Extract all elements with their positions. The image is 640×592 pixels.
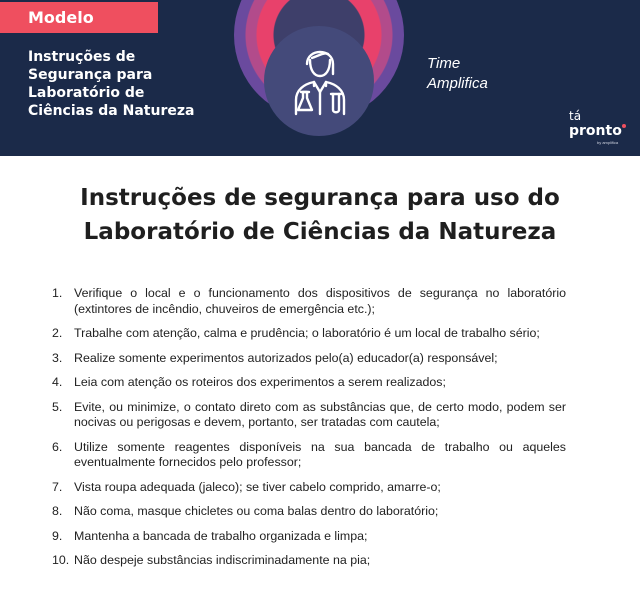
banner-title [28,48,228,120]
banner-title-line: Segurança para [28,67,153,83]
list-item-text: Trabalhe com atenção, calma e prudência; o laboratório é um local de trabalho sério; [74,326,540,340]
model-badge: Modelo [0,2,158,33]
team-label [427,54,488,94]
list-item-number: 1. [52,286,63,300]
team-label-line: Time [427,55,461,72]
list-item-number: 4. [52,375,63,389]
banner-title-line: Instruções de [28,49,136,65]
list-item-number: 6. [52,439,63,454]
list-item-number: 2. [52,326,63,340]
list-item-number: 8. [52,504,63,518]
list-item-number: 5. [52,399,63,414]
list-item [52,400,566,431]
safety-instructions-list [52,286,566,569]
scientist-icon [290,40,350,116]
list-item-text: Mantenha a bancada de trabalho organizada e limpa; [74,528,368,543]
list-item-text: Não despeje substâncias indiscriminadamente na pia; [74,553,371,567]
team-label-line: Amplifica [427,75,488,92]
list-item [52,504,566,520]
list-item [52,480,566,496]
list-item-number: 3. [52,350,63,365]
page-title-line: Laboratório de Ciências da Natureza [83,219,557,245]
list-item [52,375,566,391]
logo-sub-text: by amplifica [597,140,619,145]
list-item-number: 10. [52,553,70,567]
list-item [52,529,566,545]
list-item [52,286,566,317]
list-item-text: Verifique o local e o funcionamento dos dispositivos de segurança no laboratório (extintores de incêndio, chuveiros de emergência etc.); [74,286,566,316]
banner-title-line: Ciências da Natureza [28,103,195,119]
list-item-text: Realize somente experimentos autorizados pelo(a) educador(a) responsável; [74,350,498,365]
list-item-text: Vista roupa adequada (jaleco); se tiver cabelo comprido, amarre-o; [74,479,441,494]
logo-dot-icon [622,124,626,128]
page-title [0,181,640,249]
ta-pronto-logo [569,110,635,146]
list-item [52,440,566,471]
list-item [52,553,566,569]
logo-main-text: pronto [569,123,622,139]
list-item [52,351,566,367]
banner-title-line: Laboratório de [28,85,145,101]
list-item-number: 7. [52,479,63,494]
list-item-text: Evite, ou minimize, o contato direto com as substâncias que, de certo modo, podem ser nocivas ou perigosas e devem, portanto, ser tratadas com cautela; [74,399,566,429]
page-title-line: Instruções de segurança para uso do [80,185,560,211]
logo-top-text: tá [569,109,582,123]
list-item [52,326,566,342]
header-banner [0,0,640,156]
list-item-number: 9. [52,528,63,543]
list-item-text: Não coma, masque chicletes ou coma balas dentro do laboratório; [74,504,439,518]
list-item-text: Leia com atenção os roteiros dos experimentos a serem realizados; [74,375,446,389]
list-item-text: Utilize somente reagentes disponíveis na sua bancada de trabalho ou aqueles eventualmente fornecidos pelo professor; [74,439,566,469]
